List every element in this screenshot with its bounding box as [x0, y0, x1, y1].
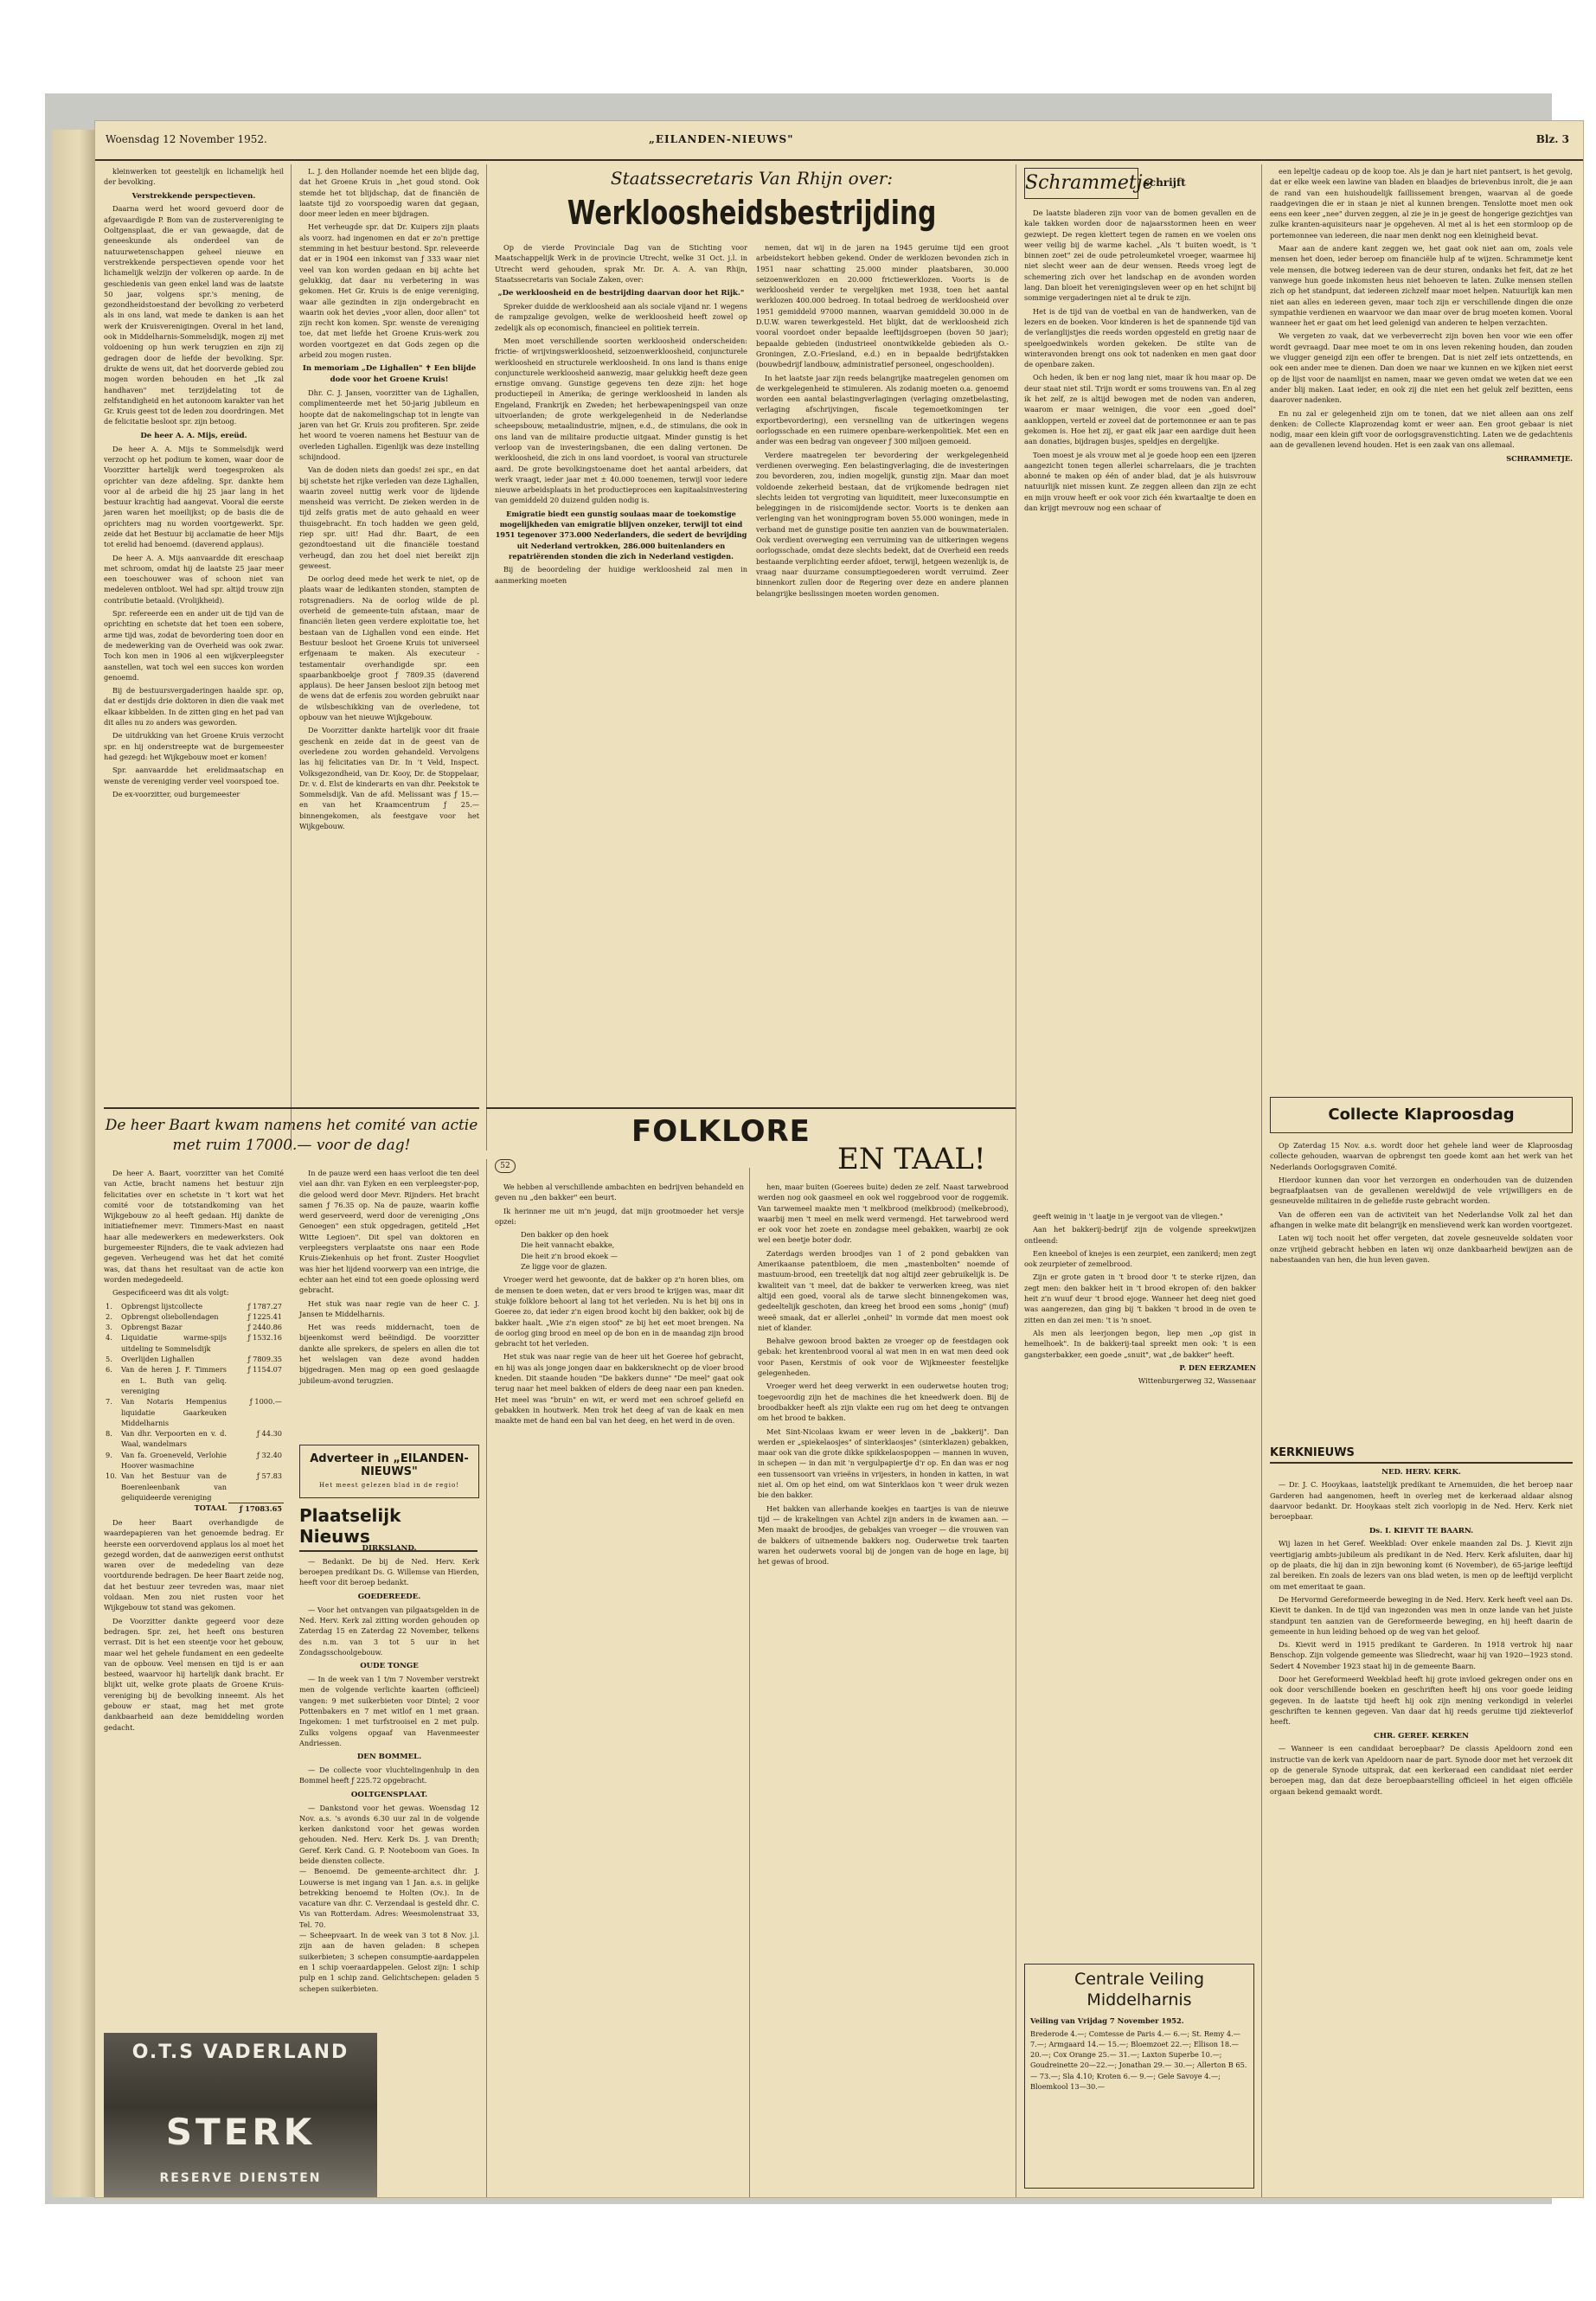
paragraph: De laatste bladeren zijn voor van de bomen gevallen en de kale takken worden door de najaarsstormen heen en weer gezwiept. De regen klettert tegen de ramen en we voelen ons weer veilig bij de warme kachel. „Als 't buiten woedt, is 't binnen zoet" zei de oude petroleumketel vroeger, waarmee hij niet slecht weer aan de deur wensen. Reeds vroeg legt de schemering zich over het landschap en de avonden worden lang. Dan bloeit het verenigingsleven weer op en het schijnt bij sommige vergaderingen niet al te druk te zijn. [1024, 208, 1256, 303]
werk-col2 [756, 242, 1009, 601]
subheading: „De werkloosheid en de bestrijding daarvan door het Rijk." [497, 289, 745, 298]
section-rule [104, 1107, 479, 1109]
veiling-date: Veiling van Vrijdag 7 November 1952. [1030, 2016, 1184, 2025]
folklore-subtitle: EN TAAL! [837, 1142, 986, 1176]
paragraph: De heer Baart overhandigde de waardepapieren van het genoemde bedrag. Er heerste een oorverdovend applaus los al moet het gezegd worden, dat de aanwezigen eerst onthutst waren over de mededeling van deze voortdurende bedragen. De heer Baart zeide nog, dat het bestuur zeer tevreden was, maar niet voldaan. Men zou niet rusten voor het Wijkgebouw tot stand was gekomen. [104, 1518, 284, 1612]
donation-row [104, 1396, 284, 1428]
subheading: Ds. I. KIEVIT TE BAARN. [1368, 1526, 1474, 1535]
paragraph: In het laatste jaar zijn reeds belangrijke maatregelen genomen om de werkgelegenheid te stimuleren. Als zodanig moeten o.a. genoemd worden een aantal belastingverlagingen (verlaging omzetbelasting, verlaging afschrijvingen, fiscale tegemoetkomingen ter exportbevordering), een versnelling van de uitkeringen wegens oorlogsschade en een ruimere openbare-werkenpolitiek. Met een en ander was een bedrag van ongeveer ƒ 300 miljoen gemoeid. [756, 373, 1009, 446]
advertise-subtitle: Het meest gelezen blad in de regio! [318, 1482, 460, 1489]
subheading: In memoriam „De Lighallen" ✝ Een blijde dode voor het Groene Kruis! [302, 364, 477, 385]
total-row [104, 1503, 284, 1514]
place-text: — Voor het ontvangen van pilgaatsgelden in de Ned. Herv. Kerk zal zitting worden gehouden op Zaterdag 15 en Zaterdag 22 November, telkens des n.m. van 3 tot 5 uur in het Zondagsschoolgebouw. [299, 1605, 479, 1657]
donation-n: 2. [106, 1311, 112, 1321]
column-rule [291, 164, 292, 1150]
total-value: ƒ 17083.65 [228, 1503, 284, 1514]
paragraph: Spr. aanvaardde het erelidmaatschap en wenste de vereniging verder veel voorspoed toe. [104, 766, 284, 785]
signature: P. DEN EERZAMEN [1179, 1362, 1256, 1372]
header-date: Woensdag 12 November 1952. [106, 133, 267, 145]
plaatselijk-column [299, 1540, 479, 1997]
place-name: DEN BOMMEL. [356, 1753, 422, 1762]
werk-col1 [495, 242, 747, 588]
schrammetje-col2 [1270, 166, 1573, 466]
paragraph: Men moet verschillende soorten werkloosheid onderscheiden: frictie- of wrijvingswerkloosheid, seizoenwerkloosheid, conjuncturele werkloosheid en structurele werkloosheid. In ons land is thans enige conjuncturele werkloosheid aanwezig, maar gelukkig heeft deze geen ernstige omvang. Gunstige gegevens ten deze zijn: het hoge productiepeil in Amerika; de geringe werkloosheid in landen als Engeland, Frankrijk en Zweden; het herbewapeningspeil van onze uitvoerlanden; de grote werkgelegenheid in de Nederlandse scheepsbouw, metaalindustrie, mijnen, e.d., de stimulans, die ook in ons land van de militaire productie uitgaat. Minder gunstig is het verloop van de investeringsbanen, die een daling vertonen. De werkloosheid, die zich in ons land voordoet, is vooral van structurele aard. De grote bevolkingstoename doet het aantal arbeiders, dat werk vraagt, ieder jaar met ± 40.000 toenemen, terwijl voor iedere nieuwe arbeidsplaats in het productieproces een kapitaalsinvestering van gemiddeld 20 duizend gulden nodig is. [495, 336, 747, 505]
donation-label: Van fa. Groeneveld, Verlohie Hoover wasmachine [121, 1450, 227, 1471]
donation-n: 10. [106, 1471, 118, 1481]
donation-row [104, 1364, 284, 1396]
donation-label: Liquidatie warme-spijs uitdeling te Sommelsdijk [121, 1333, 227, 1353]
klaproos-title-box [1270, 1097, 1573, 1133]
paragraph: De heer A. Baart, voorzitter van het Comité van Actie, bracht namens het bestuur zijn felicitaties over en schetste in 't kort wat het comité voor de totstandkoming van het Wijkgebouw zo al heeft gedaan. Hij dankte de initiatiefnemer mevr. Timmers-Mast en naast haar alle medewerkers en medewerksters. Ook burgemeester Rijnders, die te vaak adviezen had gegeven. Verheugend was het dat het comité was, dat thans het resultaat van de actie kon worden medegedeeld. [104, 1169, 284, 1284]
paragraph: Het was reeds middernacht, toen de bijeenkomst werd beëindigd. De voorzitter dankte alle sprekers, de spelers en allen die tot het welslagen van deze avond hadden bijgedragen. Men mag op een goed geslaagde jubileum-avond terugzien. [299, 1323, 479, 1385]
schrammetje-tag: schrijft [1144, 176, 1186, 189]
veiling-prices: Brederode 4.—; Comtesse de Paris 4.— 6.—; St. Remy 4.— 7.—; Armgaard 14.— 15.—; Bloemzoet 22.—; Ellison 18.— 20.—; Cox Orange 25.— 31.—; Laxton Superbe 10.—; Goudreinette 20—22.—; Jonathan 29.— 30.—; Allerton B 65.— 73.—; Sla 4.10; Kroten 6.— 9.—; Gele Savoye 4.—; Bloemkool 13—30.— [1030, 2029, 1247, 2091]
advertise-title: Adverteer in „EILANDEN-NIEUWS" [310, 1452, 469, 1478]
kerknieuws [1270, 1445, 1573, 1799]
donations-table [104, 1301, 284, 1514]
paragraph: Verdere maatregelen ter bevordering der werkgelegenheid verdienen overweging. Een belastingverlaging, die de investeringen zou bevorderen, zou, indien mogelijk, gunstig zijn. Maar dan moet voldoende zekerheid bestaan, dat de vrijkomende bedragen niet slechts leiden tot vergroting van liquiditeit, meer luxeconsumptie en beleggingen in de risicomijdende sector. Voorts is te denken aan verlenging van het woningprogram boven 55.000 woningen, mede in verband met de gunstige positie ten aanzien van de bouwmaterialen. Ook verdient overweging een verruiming van de uitkeringen wegens oorlogsschade, omdat deze slechts bedekt, dat de Overheid een reeds bestaande verplichting eerder afdoet, terwijl, hetgeen wezenlijk is, de vraag naar duurzame consumptiegoederen wordt verruimd. Zeer binnenkort zullen door de Regering over deze en andere plannen belangrijke beslissingen moeten worden genomen. [756, 450, 1009, 598]
folklore-continued [1024, 1211, 1256, 1388]
paragraph: kleinwerken tot geestelijk en lichamelijk heil der bevolking. [104, 167, 284, 187]
donation-n: 4. [106, 1333, 112, 1343]
klaproos-title: Collecte Klaproosdag [1328, 1106, 1515, 1124]
paragraph: Wij lazen in het Geref. Weekblad: Over enkele maanden zal Ds. J. Kievit zijn veertigjarig ambts-jubileum als predikant in de Ned. Herv. Kerk afsluiten, daar hij op de plaats, die hij dan in zijn bewoning komt (6 November), de 65-jarige leeftijd zal bereiken. En zoals de lezers van ons blad weten, is men op de leeftijd verplicht om met emeritaat te gaan. [1270, 1539, 1573, 1591]
paragraph: De Hervormd Gereformeerde beweging in de Ned. Herv. Kerk heeft veel aan Ds. Kievit te danken. In de tijd van ingezonden was men in onze lande van het juiste standpunt ten aanzien van de Gereformeerde beweging, en hij heeft daarin de gemeente in hun leiding behoed op de weg van het geloof. [1270, 1594, 1573, 1636]
paragraph: Met Sint-Nicolaas kwam er weer leven in de „bakkerij". Dan werden er „spiekelaosjes" of sinterklaosjes" (sinterklazen) gebakken, maar ook van die grote dikke spikkelaospoppen — mannen in wuven, in schepen — in dan mit 'n vergulpapiertje d'r op. En dan was er nog een tussensoort van vrieëns in vrijesters, in honden in katten, in wat niet al. Om op het eind, om wat Sinterklaos kon 't weer druk wezen bie den bakker. [758, 1426, 1009, 1500]
donation-value: ƒ 44.30 [256, 1429, 282, 1439]
place-name: DIRKSLAND. [362, 1544, 417, 1553]
paragraph: De ex-voorzitter, oud burgemeester [112, 789, 240, 798]
donation-n: 9. [106, 1450, 112, 1459]
donation-row [104, 1311, 284, 1322]
paragraph: In de pauze werd een haas verloot die ten deel viel aan dhr. van Eyken en een verpleegster-pop, die gelood werd door Mevr. Rijnders. Het bracht samen ƒ 76.35 op. Na de pauze, waarin koffie werd geserveerd, werd door de vereniging „Ons Genoegen" een stuk opgedragen, getiteld „Het Witte Legioen". Dit spel van doktoren en verpleegsters verplaatste ons naar een Rode Kruis-Ziekenhuis op het front. Zuster Hoogvliet was hier het lijdend voorwerp van een intrige, die echter aan het eind tot een goede oplossing werd gebracht. [299, 1169, 479, 1295]
paragraph: Dhr. C. J. Jansen, voorzitter van de Lighallen, complimenteerde met het 50-jarig jubileum en hoopte dat de nakomelingschap tot in lengte van jaren van het Gr. Kruis zou profiteren. Spr. zeide het woord te voeren namens het Bestuur van de overleden Lighallen. Eigenlijk was deze instelling schijndood. [299, 388, 479, 461]
donation-n: 7. [106, 1397, 112, 1407]
werk-headline: Werkloosheidsbestrijding [567, 194, 937, 232]
newspaper-page [95, 121, 1583, 2197]
place-name: GOEDEREEDE. [357, 1592, 421, 1601]
signature-address: Wittenburgerweg 32, Wassenaar [1138, 1376, 1256, 1386]
paragraph: We hebben al verschillende ambachten en bedrijven behandeld en geven nu „den bakker" een beurt. [495, 1183, 744, 1202]
donation-label: Opbrengst lijstcollecte [121, 1301, 203, 1311]
donation-n: 1. [106, 1301, 112, 1311]
klaproos-body [1270, 1140, 1573, 1267]
donation-value: ƒ 1532.16 [247, 1333, 282, 1343]
paragraph: De heer A. A. Mijs te Sommelsdijk werd verzocht op het podium te komen, waar door de Voorzitter hartelijk werd toegesproken als oprichter van deze afdeling. Spr. dankte hem voor al de arbeid die hij 25 jaar lang in het bestuur krachtig had aangevat. Vooral die eerste jaren waren het moeilijkst; op de basis die de oprichters mag nu worden voortgewerkt. Spr. zeide dat het Bestuur bij acclamatie de heer Mijs tot erelid had benoemd. (daverend applaus). [104, 444, 284, 549]
donation-value: ƒ 57.83 [256, 1471, 282, 1481]
donation-row [104, 1332, 284, 1354]
paragraph: Bij de beoordeling der huidige werkloosheid zal men in aanmerking moeten [495, 565, 747, 585]
paragraph: De oorlog deed mede het werk te niet, op de plaats waar de ledikanten stonden, stampten de rotsgrenadiers. Na de oorlog wilde de pl. overheid de gemeente-tuin afstaan, maar de financiën lieten geen verdere exploitatie toe, het bestaan van de Lighallen vond een einde. Het Bestuur besloot het Groene Kruis tot universeel erfgenaam te maken. Als executeur - testamentair overhandigde spr. een spaarbankboekje groot ƒ 7809.35 (daverend applaus). De heer Jansen besloot zijn betoog met de wens dat de erfenis zou worden gebruikt naar de wilsbeschikking van de overledene, tot opbouw van het nieuwe Wijkgebouw. [299, 574, 479, 722]
paragraph: — Dr. J. C. Hooykaas, laatstelijk predikant te Arnemuiden, die het beroep naar Garderen had aangenomen, heeft in overleg met de kerkeraad aldaar alsnog daarvoor bedankt. Dr. Hooykaas stelt zich voorlopig in de Ned. Herv. Kerk niet beroepbaar. [1270, 1480, 1573, 1522]
paragraph: De Voorzitter dankte hartelijk voor dit fraaie geschenk en zeide dat in de geest van de overledene zou worden gehandeld. Vervolgens las hij felicitaties van Dr. In 't Veld, Inspect. Volksgezondheid, van Dr. Kooy, Dr. de Stoppelaar, Dr. v. d. Elst de kinderarts en van dhr. Peekstok te Sommelsdijk. Van de afd. Melissant was ƒ 15.— en van het Kraamcentrum ƒ 25.— binnengekomen, als feestgave voor het Wijkgebouw. [299, 726, 479, 830]
signature: SCHRAMMETJE. [1506, 453, 1573, 463]
paragraph: Op Zaterdag 15 Nov. a.s. wordt door het gehele land weer de Klaproosdag collecte gehouden, waarvan de opbrengst ten goede komt aan het werk van het Nederlands Oorlogsgraven Comité. [1270, 1141, 1573, 1171]
page-header [95, 121, 1583, 161]
paragraph: geeft weinig in 't laatje in je vergoot van de vliegen." [1033, 1212, 1223, 1221]
place-text: — Dankstond voor het gewas. Woensdag 12 Nov. a.s. 's avonds 6.30 uur zal in de volgende kerken dankstond voor het gewas worden gehouden. Ned. Herv. Kerk Ds. J. van Drenth; Geref. Kerk Cand. G. P. Nooteboom van Goes. In beide diensten collecte. — Benoemd. De gemeente-architect dhr. J. Louwerse is met ingang van 1 Jan. a.s. in gelijke betrekking benoemd te Holten (Ov.). In de vacature van dhr. C. Verzendaal is gesteld dhr. C. Vis van Rotterdam. Adres: Weesmolenstraat 33, Tel. 70. — Scheepvaart. In de week van 3 tot 8 Nov. j.l. zijn aan de haven geladen: 8 schepen suikerbieten; 3 schepen consumptie-aardappelen en 1 schip voeraardappelen. Gelost zijn: 1 schip pulp en 1 schip zand. Gelichtschepen: geladen 5 schepen suikerbieten. [299, 1803, 479, 1993]
list-title: Gespecificeerd was dit als volgt: [112, 1288, 229, 1298]
paragraph: een lepeltje cadeau op de koop toe. Als je dan je hart niet pantsert, is het gevolg, dat er elke week een lawine van bladen en blaadjes de brievenbus inrolt, die je aan de rand van een huishoudelijk faillissement brengen, waarvan al de goede raadgevingen die er in staan je niet al kunnen brengen. Tenslotte moet men ook eens een keer „nee" durven zeggen, al zie je in je geest de hongerige gezichtjes van zulke kranten-aquisiteurs naar je opgeheven. Al met al is het een stormloop op de portemonnee van iedereen, die naar men denkt nog een kleinigheid bevat. [1270, 167, 1573, 240]
paragraph: Aan het bakkerij-bedrijf zijn de volgende spreekwijzen ontleend: [1024, 1225, 1256, 1245]
paragraph: Het stuk was naar regie van de heer C. J. Jansen te Middelharnis. [299, 1298, 479, 1318]
column-rule [486, 1159, 487, 2197]
subheading: De heer A. A. Mijs, ereüd. [140, 431, 247, 440]
place-text: — In de week van 1 t/m 7 November verstrekt men de volgende verlichte kaarten (officieel) vangen: 9 met suikerbieten voor Dintel; 2 voor Pottenbakers en 7 met witlof en 1 met graan. Ingekomen: 1 met turfstrooisel en 2 met pulp. Zulks volgens opgaaf van Havenmeester Andriessen. [299, 1675, 479, 1747]
column-rule [749, 1168, 750, 2197]
folklore-title: FOLKLORE [631, 1114, 811, 1149]
folklore-col2 [758, 1182, 1009, 1569]
paragraph: Bij de bestuursvergaderingen haalde spr. op, dat er destijds drie doktoren in dien die vaak met elkaar kibbelden. In de zitten ging en het pad van dit alles nu zo anders was geworden. [104, 686, 284, 727]
paragraph: Zijn er grote gaten in 't brood door 't te sterke rijzen, dan zegt men: den bakker heit in 't brood ekropen of: den bakker heit z'n wuuf deur 't brood ejoge. Wanneer het deeg niet goed was aangerezen, dan ging bij 't bakken 't brood in de oven te zitten en dan zei men: 't is 'n snoet. [1024, 1272, 1256, 1324]
folklore-number: 52 [495, 1159, 516, 1173]
ad-sterk-big: STERK [165, 2111, 316, 2153]
donation-n: 5. [106, 1355, 112, 1364]
paragraph-highlight: Emigratie biedt een gunstig soulaas maar de toekomstige mogelijkheden van emigratie blijven onzeker, terwijl tot eind 1951 tegenover 373.000 Nederlanders, die sedert de bevrijding uit Nederland vertrokken, 286.000 buitenlanders en repatriërenden stonden die zich in Nederland vestigden. [495, 509, 747, 561]
donation-value: ƒ 1000.— [249, 1397, 282, 1407]
paragraph: Zaterdags werden broodjes van 1 of 2 pond gebakken van Amerikaanse patentbloem, die men „mastenbolten" noemde of mastuum-brood, een treetelijk dat nog altijd zeer gebruikelijk is. De kwaliteit van 't meel, dat de bakker te verwerken kreeg, was niet altijd een goed, vooral als de tarwe slecht binnengekomen was, gedeeltelijk geschoten, dan kreeg het brood een soms „honig" (muf) weeë smaak, dat er allerlei „onheil" in vormde dat men moest ook niet of klander. [758, 1248, 1009, 1332]
article-groene-kruis-col1 [104, 166, 284, 802]
paragraph: Het verheugde spr. dat Dr. Kuipers zijn plaats als voorz. had ingenomen en dat er zo'n prettige stemming in het bestuur bestond. Spr. releveerde dat er in 1904 een inkomst van ƒ 333 waar niet veel van kon worden gedaan en bij achte het gelukkig, dat daar nu verbetering in was gekomen. Het Gr. Kruis is de enige vereniging, waar alle gezindten in zijn ondergebracht en waarin ook het devies „voor allen, door allen" tot zijn recht kon komen. Spr. wenste de vereniging toe, dat met liefde het Groene Kruis-werk zou worden voortgezet en dat Gods zegen op die arbeid zou mogen rusten. [299, 222, 479, 360]
donation-value: ƒ 1225.41 [247, 1311, 282, 1321]
paragraph: L. J. den Hollander noemde het een blijde dag, dat het Groene Kruis in „het goud stond. Ook stemde het tot blijdschap, dat de financiën de laatste tijd zo voorspoedig waren dat gegaan, door meer leden en meer bijdragen. [299, 167, 479, 219]
paragraph: Spr. refereerde een en ander uit de tijd van de oprichting en schetste dat het toen een sobere, arme tijd was, zodat de bevordering toen door en de medewerking van de Overheid was ook zwar. Toch kon men in 1906 al een wijkverpleegster aanstellen, wat toch wel een succes kon worden genoemd. [104, 609, 284, 682]
schrammetje-title: Schrammetje [1024, 168, 1138, 199]
donation-value: ƒ 2440.86 [247, 1323, 282, 1332]
donation-label: Overlijden Lighallen [121, 1355, 195, 1364]
paragraph: Laten wij toch nooit het offer vergeten, dat zovele gesneuvelde soldaten voor onze vrijheid gebracht hebben en laten wij onze dankbaarheid bewijzen aan de nabestaanden van hen, die hun leven gaven. [1270, 1234, 1573, 1264]
donation-row [104, 1301, 284, 1311]
paragraph: Het is de tijd van de voetbal en van de handwerken, van de lezers en de boeken. Voor kinderen is het de spannende tijd van de verlanglijstjes die reeds worden opgesteld en gretig naar de speelgoedwinkels worden gekeken. De stilte van de winteravonden brengt ons ook tot nadenken en men gaat door de openbare zaken. [1024, 306, 1256, 369]
article-groene-kruis-col2 [299, 166, 479, 834]
header-page-number: Blz. 3 [1535, 133, 1569, 145]
column-rule [1261, 164, 1262, 2197]
donation-label: Opbrengst oliebollendagen [121, 1311, 219, 1321]
paragraph: Och heden, ik ben er nog lang niet, maar ik hou maar op. De deur staat niet stil. Trijn wordt er soms trouwens van. En al zeg ik het zelf, ze is altijd bewogen met de noden van anderen, waarom er maar weinigen, die voor een „goed doel" aankloppen, verteld er zoveel dat de portemonnee er aan te pas gekomen is. Hoe het zij, er gaat elk jaar een aardige duit heen aan donaties, bijdragen busjes, speldjes en dergelijke. [1024, 373, 1256, 446]
paragraph: — Wanneer is een candidaat beroepbaar? De classis Apeldoorn zond een instructie van de kerk van Apeldoorn naar de part. Synode door met het verzoek dit op de generale Synode uitsprak, dat een kerkeraad een candidaat niet eerder beroepen mag, dan dat deze beroepbaarstelling officieel in het eigen officiële orgaan bekend gemaakt wordt. [1270, 1744, 1573, 1796]
place-text: — Bedankt. De bij de Ned. Herv. Kerk beroepen predikant Ds. G. Willemse van Hierden, heeft voor dit beroep bedankt. [299, 1556, 479, 1587]
veiling-box [1024, 1964, 1254, 2189]
donation-row [104, 1471, 284, 1503]
paragraph: Ds. Kievit werd in 1915 predikant te Garderen. In 1918 vertrok hij naar Benschop. Zijn volgende gemeente was Sliedrecht, waar hij van 1920—1923 stond. Sedert 4 November 1923 staat hij in de gemeente Baarn. [1270, 1640, 1573, 1670]
section-rule [486, 1107, 1016, 1109]
paragraph: De Voorzitter dankte gegeerd voor deze bedragen. Spr. zei, het heeft ons besturen verrast. Dit is het een steentje voor het gebouw, maar wel het gehele fundament en een gedeelte van de opbouw. Veel mensen en tijd is er aan besteed, waarvoor hij hartelijk dank bracht. Er blijkt uit, welke grote plaats de Groene Kruis-vereniging bij de bevolking inneemt. Als het gebouw er staat, mag het met grote dankbaarheid aan deze bemiddeling worden gedacht. [104, 1616, 284, 1732]
paragraph: Maar aan de andere kant zeggen we, het gaat ook niet aan om, zoals vele mensen het doen, ieder beroep om financiële hulp af te wijzen. Schrammetje kent vele mensen, die botweg iedereen van de deur sturen, ondanks het feit, dat ze het vanwege hun goede inkomsten heus niet behoeven te laten. Zulke mensen stellen zich op het standpunt, dat iedereen zichzelf maar moet helpen. Natuurlijk kan men niet aan alles en iedereen geven, maar toch zijn er verschillende dingen die onze sympathie verdienen en waarvoor we dan maar over de brug moeten komen. Vooral wanneer het er gaat om het leed gelenigd van anderen te helpen verzachten. [1270, 244, 1573, 328]
paragraph: Toen moest je als vrouw met al je goede hoop een een ijzeren aangezicht tonen tegen allerlei scharrelaars, die je trachten abonné te maken op één of ander blad, dat je als huisvrouw natuurlijk niet missen kunt. Ze zeggen alleen dan zijn ze echt en mijn vrouw heeft er ook voor zich één kwartaaltje te doen en dan krijgt mevrouw nog een schaar of [1024, 450, 1256, 513]
donation-n: 3. [106, 1323, 112, 1332]
baart-headline: De heer Baart kwam namens het comité van actie met ruim 17000.— voor de dag! [105, 1117, 478, 1154]
donation-n: 6. [106, 1365, 112, 1375]
paragraph: Spreker duidde de werkloosheid aan als sociale vijand nr. 1 wegens de rampzalige gevolgen, welke de werkloosheid heeft zowel op zedelijk als op economisch, financieel en politiek terrein. [495, 302, 747, 332]
paragraph: Een kneebol of knejes is een zeurpiet, een zanikerd; men zegt ook zeurpieter of zemelbrood. [1024, 1248, 1256, 1269]
paragraph: Het stuk was naar regie van de heer uit het Goeree hof gebracht, en hij was als jonge jongen daar en bakkersknecht op de vloer brood kneden. Dit staande houden "De bakkers dunne" "De meel" gaat ook terug naar het meel bakken of elders de deeg naar een pan kneden. Het meel was "bruin" en wit, er werd met een schroef geliefd en gebakken in houtwerk. Men trok het deeg af van de kaak en men maakte met de hand een bal van het deeg, en het werd in de oven. [495, 1352, 744, 1426]
header-paper-name: „EILANDEN-NIEUWS" [649, 133, 794, 145]
ad-sterk-bottom: RESERVE DIENSTEN [159, 2171, 322, 2185]
paragraph: Van de doden niets dan goeds! zei spr., en dat bij schetste het rijke verleden van deze Lighallen, waarin zoveel nuttig werk voor de lijdende mensheid was verricht. De zieken werden in de tijd zelfs gratis met de auto gehaald en weer thuisgebracht. En toch hadden we geen geld, riep spr. uit! Had dhr. Baart, de een gezondtoestand uit die financiële toestand verheugd, dan zou het doel niet bereikt zijn geweest. [299, 465, 479, 570]
donation-row [104, 1322, 284, 1332]
paragraph: We vergeten zo vaak, dat we verbeverrecht zijn boven hen voor wie een offer wordt gevraagd. Daar mee moet te om in ons leven rekening houden, dan zouden we vlugger geneigd zijn een offer te brengen. Dat is niet zelf iets ontzettends, en ook een ander mee te dienen. Dan doen we naar we kunnen en we kijken niet eerst op de lijst voor de naamlijst en namen, maar we geven omdat we weten dat we een ander blij maken. Laat ieder, en ook zij die niet een het geluk zelf bezitten, eens daarover nadenken. [1270, 331, 1573, 405]
werk-kicker: Staatssecretaris Van Rhijn over: [610, 168, 894, 189]
paragraph: Als men als leerjongen begon, liep men „op gist in hemelhoek". In de bakkerij-taal spreekt men ook: 't is een gangsterbakker, een goede „snuit", wat „de bakker" heeft. [1024, 1328, 1256, 1359]
paragraph: Vroeger werd het gewoonte, dat de bakker op z'n horen blies, om de mensen te doen weten, dat er vers brood te krijgen was, maar dit stukje folklore behoort al lang tot het verleden. Nu is het bij ons in Goeree zo, dat ieder z'n eigen brood kocht bij den bakker, ook bij de bakker haalt. „Wie z'n eigen stoof" ze bij het eet moet brengen. Na de oorlog ging brood en meel op de bon en in de maandag zijn brood gebracht tot het verleden. [495, 1275, 744, 1349]
plaatselijk-title: Plaatselijk Nieuws [299, 1505, 478, 1552]
paragraph: hen, maar buiten (Goerees buite) deden ze zelf. Naast tarwebrood werden nog ook gaasmeel en ook wel roggebrood voor de roggemik. Van tarwemeel maakte men 't melkbrood (melkbrood) (melkebrood), waarbij men 't meel en melk werd vermengd. Het tarwebrood werd er ook voor het zoete en zondagse meel gebakken, waarbij ze ook wel een beetje boter dodr. [758, 1183, 1009, 1245]
paragraph: En nu zal er gelegenheid zijn om te tonen, dat we niet alleen aan ons zelf denken: de Collecte Klaprozendag komt er weer aan. Een groot gebaar is niet nodig, maar een klein gift voor de oorlogsgravenstichting. Laten we de gedachtenis aan de gevallenen levend houden. Het is een zaak van ons allemaal. [1270, 408, 1573, 450]
paragraph: nemen, dat wij in de jaren na 1945 geruime tijd een groot arbeidstekort hebben gekend. Onder de werklozen bevonden zich in 1951 naar schatting 25.000 minder plaatsbaren, 30.000 seizoenwerklozen en 20.000 frictiewerklozen. Voorts is de werkloosheid verder te vergelijken met 1938, toen het aantal werklozen 400.000 bedroeg. In totaal bedroeg de werkloosheid over 1951 gemiddeld 97000 mannen, waarvan gemiddeld 30.000 in de D.U.W. waren tewerkgesteld. Het blijkt, dat de werkloosheid zich vooral voordoet onder bepaalde leeftijdsgroepen (boven 50 jaar); bepaalde gebieden (industrieel onontwikkelde gebieden als O.-Groningen, Z.O.-Friesland, e.d.) en in bepaalde bedrijfstakken (bouwbedrijf landbouw, administratief personeel, ongeschoolden). [756, 243, 1009, 369]
paragraph: Ik herinner me uit m'n jeugd, dat mijn grootmoeder het versje opzei: [495, 1206, 744, 1226]
previous-page-edge [52, 130, 97, 2197]
paragraph: Het bakken van allerhande koekjes en taartjes is van de nieuwe tijd — de krakelingen van Achtel zijn anders in de kwamen aan. — Men maakt de broodjes, de gebakjes van vroeger — die vrouwen van de bakkers of uitnemende bakkers nog. Ouderwetse trek taarten waren het ouderwets vooral bij de jongen van de hoge en lage, bij het gewas of brood. [758, 1503, 1009, 1567]
veiling-title: Centrale Veiling Middelharnis [1074, 1970, 1205, 2009]
total-label: TOTAAL [194, 1503, 227, 1513]
donation-value: ƒ 7809.35 [247, 1355, 282, 1364]
donation-row [104, 1450, 284, 1471]
paragraph: Op de vierde Provinciale Dag van de Stichting voor Maatschappelijk Werk in de provincie Utrecht, welke 31 Oct. j.l. in Utrecht werd gehouden, sprak Mr. Dr. A. A. van Rhijn, Staatssecretaris van Sociale Zaken, over: [495, 243, 747, 284]
poem: Den bakker op den hoek Die heit vannacht ebakke, Die heit z'n brood ekoek — Ze ligge voor de glazen. [521, 1230, 618, 1272]
paragraph: Behalve gewoon brood bakten ze vroeger op de feestdagen ook gebak: het krentenbrood vooral al wat men in en wat men deed ook voor Pasen, Kerstmis of ook voor de Wijkmeester feestelijke gelegenheden. [758, 1336, 1009, 1378]
subheading: NED. HERV. KERK. [1381, 1467, 1461, 1477]
donation-label: Van de heren J. F. Timmers en L. Buth van geliq. vereniging [121, 1365, 227, 1395]
donation-n: 8. [106, 1429, 112, 1439]
place-text: — De collecte voor vluchtelingenhulp in den Bommel heeft ƒ 225.72 opgebracht. [299, 1766, 479, 1785]
donation-row [104, 1428, 284, 1450]
folklore-col1 [495, 1182, 744, 1429]
schrammetje-col1 [1024, 208, 1256, 516]
paragraph: Vroeger werd het deeg verwerkt in een ouderwetse houten trog; toegevoordig zijn het de machines die het kneedwerk doen. Bij de broodbakker heeft als zijn vlakte een rug om het deeg te ontvangen om het brood te bakken. [758, 1381, 1009, 1423]
article-baart-left [104, 1168, 284, 1735]
paragraph: De heer A. A. Mijs aanvaardde dit ereschaap met schroom, omdat hij de laatste 25 jaar meer een toeschouwer was of schoon niet van medeleven ontbloot. Wel had spr. altijd trouw zijn contributie betaald. (Vrolijkheid). [104, 553, 284, 605]
subheading: Verstrekkende perspectieven. [131, 191, 256, 201]
place-name: OOLTGENSPLAAT. [350, 1790, 428, 1799]
paragraph: Daarna werd het woord gevoerd door de afgevaardigde P. Bom van de zustervereniging te Ooltgensplaat, die er van gewaagde, dat de geneeskunde als onderdeel van de natuurwetenschappen geheel nieuwe en verstrekkende perspectieven opende voor het lichamelijk welzijn der volkeren op aarde. In de geschiedenis van geen enkel land was de laatste 50 jaar, volgens spr.'s mening, de gezondheidstoestand der bevolking zo verbeterd als in ons land, wat mede te danken is aan het werk der Kruisverenigingen. Overal in het land, ook in Middelharnis-Sommelsdijk, mogen zij met voldoening op hun werk terugzien en zijn zij gedragen door de liefde der bevolking. Spr. drukte de wens uit, dat het doorverde gebied zou mogen worden behouden en het „Ik zal handhaven" met terzijdelating tot de zelfstandigheid en het autonoom karakter van het Gr. Kruis geest tot de leden zou doordringen. Met de felicitatie besloot spr. zijn betoog. [104, 204, 284, 426]
donation-label: Van dhr. Verpoorten en v. d. Waal, wandelmars [121, 1429, 227, 1449]
donation-value: ƒ 1787.27 [247, 1301, 282, 1311]
column-rule [486, 164, 487, 1150]
donation-label: Opbrengst Bazar [121, 1323, 183, 1332]
donation-label: Van Notaris Hempenius liquidatie Gaarkeuken Middelharnis [121, 1397, 227, 1427]
paragraph: Hierdoor kunnen dan voor het verzorgen en onderhouden van de duizenden begraafplaatsen van de gevallenen wereldwijd de vele vrijwilligers en de gesneuvelde militairen in de geliefde ruste gebracht worden. [1270, 1175, 1573, 1206]
kerknieuws-title: KERKNIEUWS [1270, 1445, 1573, 1464]
donation-row [104, 1354, 284, 1364]
paragraph: Van de offeren een van de activiteit van het Nederlandse Volk zal het dan afhangen in welke mate dit belangrijk en menslievend werk kan worden voortgezet. [1270, 1209, 1573, 1230]
donation-value: ƒ 1154.07 [247, 1365, 282, 1375]
ad-sterk-image [104, 2033, 377, 2197]
paragraph: De uitdrukking van het Groene Kruis verzocht spr. en hij onderstreepte wat de burgemeester had gezegd: het Wijkgebouw moet er komen! [104, 731, 284, 761]
ad-sterk-top: O.T.S VADERLAND [131, 2041, 349, 2063]
paragraph: Door het Gereformeerd Weekblad heeft hij grote invloed gekregen onder ons en ook door verschillende boeken en geschriften heeft hij ons voor goede leiding gegeven. In de laatste tijd heeft hij ook zijn mening verkondigd in velerlei geschriften te kennen gegeven. Van daar dat hij reeds geruime tijd ziekteverlof heeft. [1270, 1675, 1573, 1727]
place-name: OUDE TONGE [360, 1662, 419, 1671]
subheading: CHR. GEREF. KERKEN [1374, 1731, 1469, 1740]
advertise-box [299, 1445, 479, 1498]
donation-value: ƒ 32.40 [256, 1450, 282, 1459]
donation-label: Van het Bestuur van de Boerenleenbank van geliquideerde vereniging [121, 1471, 227, 1502]
article-baart-right [299, 1168, 479, 1388]
